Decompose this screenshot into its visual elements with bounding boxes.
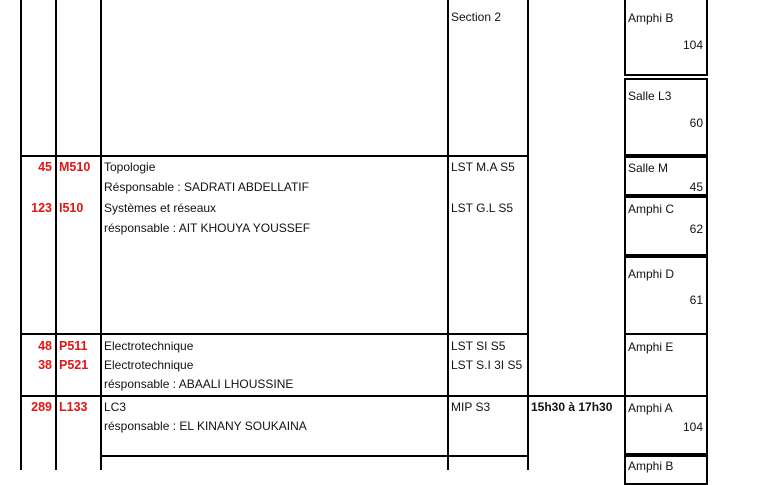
room-capacity: 62: [689, 222, 703, 236]
room-name: Amphi B: [628, 459, 674, 473]
course-title: LC3: [104, 400, 127, 414]
section-label: LST S.I 3I S5: [451, 358, 523, 372]
room-cell: [624, 395, 708, 455]
room-capacity: 45: [689, 180, 703, 194]
student-count: 123: [31, 201, 52, 215]
course-title: Electrotechnique: [104, 358, 194, 372]
course-responsable: résponsable : EL KINANY SOUKAINA: [104, 419, 307, 433]
section-label: LST M.A S5: [451, 160, 515, 174]
grid-line: [100, 455, 529, 457]
room-name: Amphi E: [628, 340, 674, 354]
room-cell: [624, 196, 708, 256]
course-code: P521: [59, 358, 89, 372]
grid-line: [447, 0, 449, 470]
room-cell: [624, 156, 708, 196]
student-count: 48: [38, 339, 52, 353]
section-label: MIP S3: [451, 400, 491, 414]
section-label: Section 2: [451, 10, 502, 24]
room-name: Amphi C: [628, 202, 675, 216]
grid-line: [20, 333, 529, 335]
room-cell: [624, 78, 708, 156]
room-capacity: 104: [682, 38, 703, 52]
course-code: P511: [59, 339, 88, 353]
room-cell: [624, 256, 708, 335]
course-code: I510: [59, 201, 84, 215]
room-cell: [624, 0, 708, 76]
room-name: Amphi B: [628, 11, 674, 25]
section-label: LST G.L S5: [451, 201, 514, 215]
grid-line: [55, 0, 57, 470]
course-responsable: résponsable : ABAALI LHOUSSINE: [104, 377, 294, 391]
course-title: Electrotechnique: [104, 339, 194, 353]
course-responsable: Résponsable : SADRATI ABDELLATIF: [104, 180, 309, 194]
course-code: M510: [59, 160, 91, 174]
room-capacity: 60: [689, 116, 703, 130]
section-label: LST SI S5: [451, 339, 506, 353]
course-title: Topologie: [104, 160, 156, 174]
room-capacity: 61: [689, 293, 703, 307]
room-name: Salle M: [628, 161, 669, 175]
student-count: 45: [38, 160, 52, 174]
course-responsable: résponsable : AIT KHOUYA YOUSSEF: [104, 221, 311, 235]
room-name: Amphi D: [628, 267, 675, 281]
grid-line: [20, 155, 529, 157]
room-cell: [624, 333, 708, 397]
course-title: Systèmes et réseaux: [104, 201, 217, 215]
room-name: Salle L3: [628, 89, 672, 103]
grid-line: [100, 0, 102, 470]
room-name: Amphi A: [628, 401, 673, 415]
room-cell: [624, 455, 708, 485]
time-slot: 15h30 à 17h30: [531, 400, 613, 414]
grid-line: [527, 0, 529, 470]
grid-line: [20, 395, 624, 397]
course-code: L133: [59, 400, 88, 414]
student-count: 289: [31, 400, 52, 414]
student-count: 38: [38, 358, 52, 372]
room-capacity: 104: [682, 420, 703, 434]
